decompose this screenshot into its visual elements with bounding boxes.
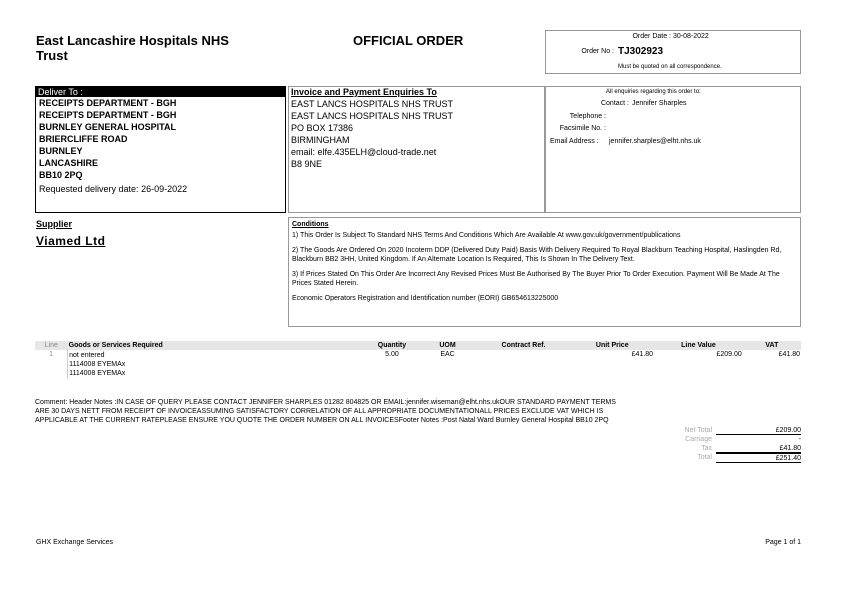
condition-item: 3) If Prices Stated On This Order Are Incorrect Any Revised Prices Must Be Authorised By The Buyer Prior To Order Execution. Payment Will Be Made At The Prices Stated Herein. [292, 271, 780, 287]
comment-line: ARE 30 DAYS NETT FROM RECEIPT OF INVOICEASSUMING SATISFACTORY CORRELATION OF ALL APPROPRIATE DOCUMENTATIONALL PRICES EXCLUDE VAT WHICH IS [35, 408, 604, 415]
row-quantity: 5.00 [385, 351, 399, 358]
total-row-tax [640, 444, 801, 453]
text-line: EAST LANCS HOSPITALS NHS TRUST [291, 99, 454, 109]
total-value: £251.40 [716, 453, 801, 463]
total-row-net [640, 426, 801, 435]
col-vat: VAT [765, 342, 779, 349]
order-no-label: Order No : [581, 48, 614, 55]
text-line: RECEIPTS DEPARTMENT - BGH [39, 98, 177, 108]
text-line: RECEIPTS DEPARTMENT - BGH [39, 110, 177, 120]
invoice-address [289, 98, 544, 170]
text-line: BURNLEY [39, 146, 83, 156]
email-label: Email Address : [550, 138, 599, 145]
requested-delivery-date: Requested delivery date: 26-09-2022 [39, 184, 188, 194]
order-date: 30-08-2022 [673, 33, 709, 40]
contact-box [545, 86, 801, 213]
row-unit-price: £41.80 [631, 351, 654, 358]
conditions-box [288, 217, 801, 327]
col-goods: Goods or Services Required [68, 342, 163, 349]
conditions-list [292, 231, 797, 303]
order-date-label: Order Date : [632, 33, 671, 40]
total-value: - [798, 436, 801, 443]
total-value: £209.00 [716, 426, 801, 435]
total-row-total [640, 453, 801, 463]
condition-item: 2) The Goods Are Ordered On 2020 Incoterm DDP (Delivered Duty Paid) Basis With Delivery Required To Royal Blackburn Teaching Hospital, Haslingden Rd, Blackburn BB2 3HH, United Kingdom. If An Alternate Location Is Required, This Is Shown In The Delivery Text. [292, 247, 782, 263]
comment-line: Comment: Header Notes :IN CASE OF QUERY PLEASE CONTACT JENNIFER SHARPLES 01282 804825 OR EMAIL:jennifer.wiseman@elht.nhs.ukOUR STANDARD PAYMENT TERMS [35, 399, 616, 406]
col-line-value: Line Value [681, 342, 716, 349]
col-contract-ref: Contract Ref. [501, 342, 546, 349]
contact-label: Contact : [600, 100, 629, 107]
footer-right: Page 1 of 1 [765, 539, 801, 546]
order-info-box [545, 30, 801, 74]
conditions-heading: Conditions [292, 221, 329, 228]
table-row [35, 350, 801, 379]
order-no-note: Must be quoted on all correspondence. [618, 64, 722, 70]
doc-title: OFFICIAL ORDER [353, 33, 464, 48]
comment [35, 398, 801, 425]
text-line: BRIERCLIFFE ROAD [39, 134, 128, 144]
deliver-to-box [35, 86, 286, 213]
trust-name-line1: East Lancashire Hospitals NHS [36, 33, 229, 48]
row-line: 1 [35, 350, 68, 379]
trust-name [36, 33, 229, 63]
condition-item: 1) This Order Is Subject To Standard NHS Terms And Conditions Which Are Available At www.gov.uk/government/publications [292, 232, 681, 239]
text-line: B8 9NE [291, 159, 323, 169]
text-line: BIRMINGHAM [291, 135, 350, 145]
email-value: jennifer.sharples@elht.nhs.uk [609, 138, 701, 145]
row-line-value: £209.00 [716, 351, 742, 358]
total-value: £41.80 [716, 444, 801, 453]
trust-name-line2: Trust [36, 48, 68, 63]
fax-label: Facsimile No. : [559, 125, 606, 132]
row-desc-line: 1114008 EYEMAx [69, 361, 126, 368]
row-desc [68, 350, 366, 379]
text-line: email: elfe.435ELH@cloud-trade.net [291, 147, 437, 157]
totals [640, 426, 801, 463]
contact-value: Jennifer Sharples [632, 100, 687, 107]
telephone-label: Telephone : [569, 113, 606, 120]
row-uom: EAC [440, 351, 455, 358]
supplier-heading: Supplier [36, 219, 73, 229]
comment-line: APPLICABLE AT THE CURRENT RATEPLEASE ENSURE YOU QUOTE THE ORDER NUMBER ON ALL INVOICESFooter Notes :Post Natal Ward Burnley General Hospital BB10 2PQ [35, 417, 609, 424]
items-header-row [35, 341, 801, 350]
col-uom: UOM [439, 342, 456, 349]
deliver-to-address [36, 97, 285, 181]
total-label: Tax [701, 445, 712, 452]
deliver-to-heading: Deliver To : [36, 87, 285, 97]
invoice-box [288, 86, 545, 213]
total-label: Total [697, 454, 712, 461]
invoice-heading: Invoice and Payment Enquiries To [291, 87, 437, 97]
col-quantity: Quantity [377, 342, 407, 349]
total-label: Carriage [685, 436, 712, 443]
col-line: Line [44, 342, 58, 349]
text-line: EAST LANCS HOSPITALS NHS TRUST [291, 111, 454, 121]
items-table [35, 341, 801, 379]
contact-note: All enquiries regarding this order to: [606, 89, 701, 95]
order-no: TJ302923 [618, 46, 664, 57]
text-line: LANCASHIRE [39, 158, 99, 168]
footer-left: GHX Exchange Services [36, 539, 114, 546]
text-line: BB10 2PQ [39, 170, 83, 180]
row-desc-line: 1114008 EYEMAx [69, 370, 126, 377]
total-row-carriage [640, 435, 801, 444]
condition-item: Economic Operators Registration and Identification number (EORI) GB654613225000 [292, 295, 559, 302]
row-contract-ref [477, 350, 571, 379]
supplier-name: Viamed Ltd [36, 234, 106, 248]
col-unit-price: Unit Price [595, 342, 629, 349]
row-desc-line: not entered [69, 352, 105, 359]
text-line: PO BOX 17386 [291, 123, 354, 133]
text-line: BURNLEY GENERAL HOSPITAL [39, 122, 177, 132]
row-vat: £41.80 [778, 351, 800, 358]
total-label: Net Total [684, 427, 712, 434]
